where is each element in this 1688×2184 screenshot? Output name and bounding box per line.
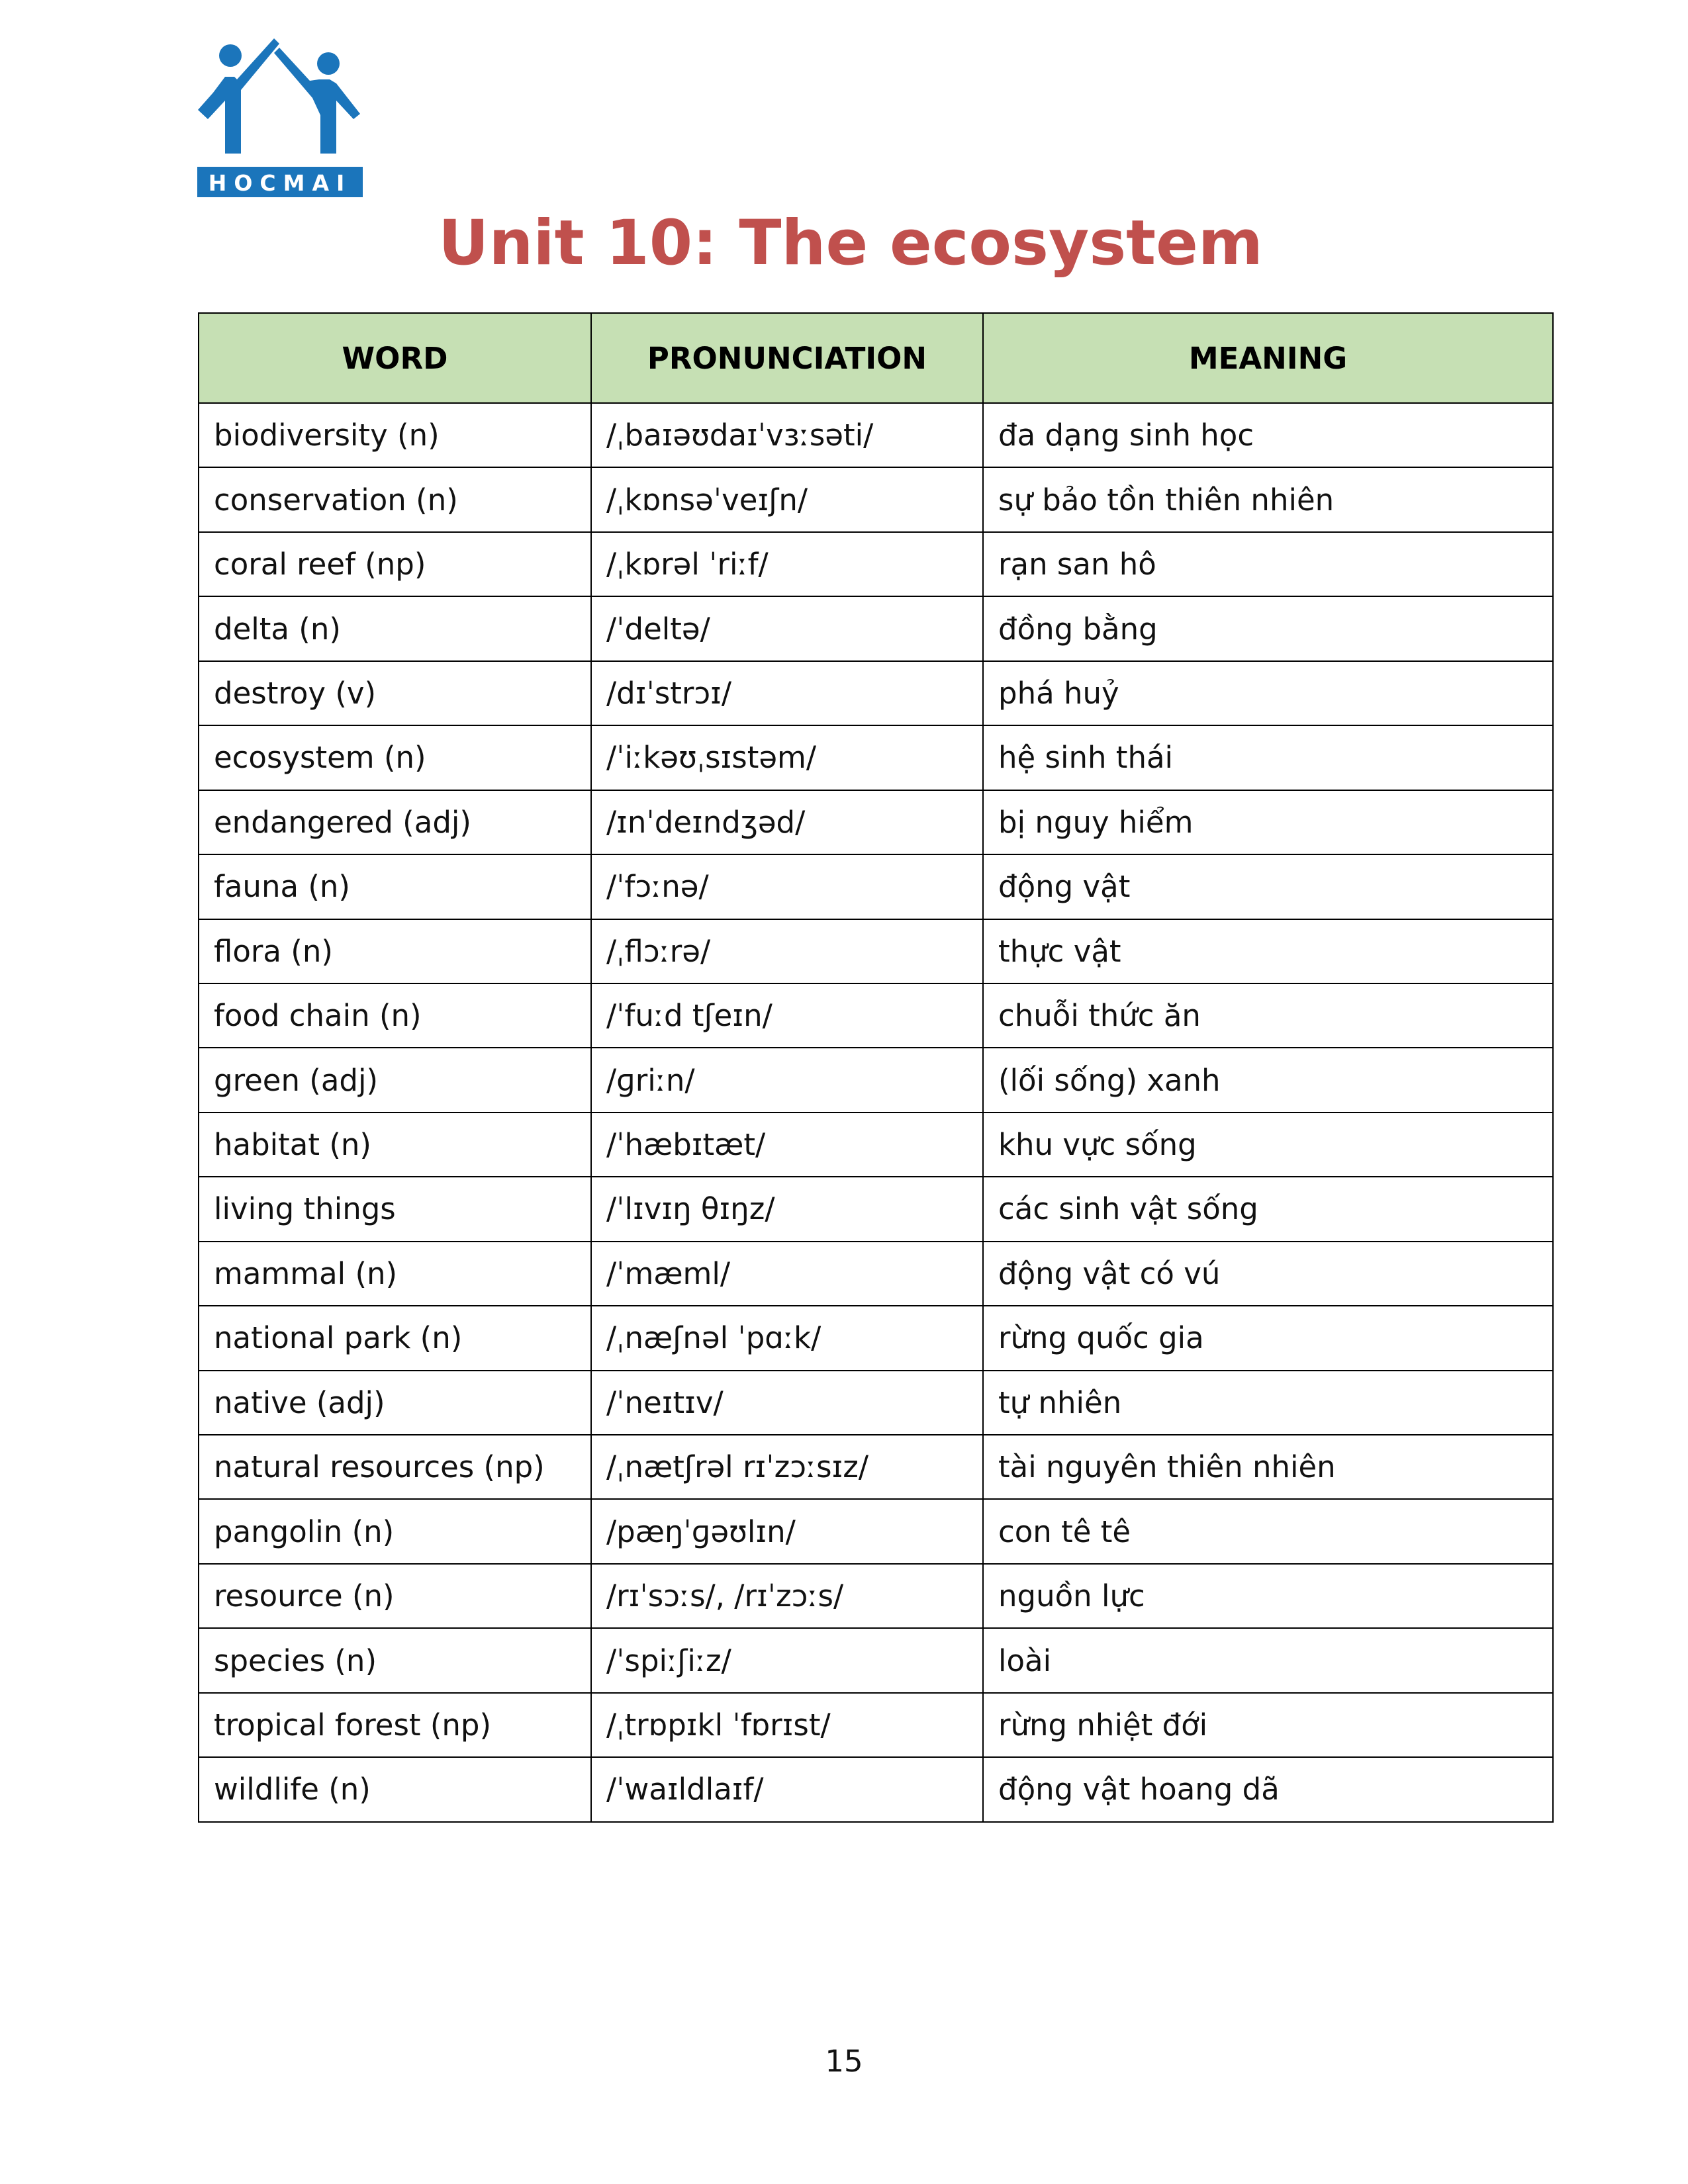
meaning-cell: loài (983, 1628, 1553, 1692)
meaning-cell: động vật (983, 854, 1553, 919)
table-row (199, 919, 1553, 983)
pronunciation-cell: /dɪˈstrɔɪ/ (591, 661, 983, 725)
pronunciation-cell: /ɪnˈdeɪndʒəd/ (591, 790, 983, 854)
pronunciation-cell: /ˈneɪtɪv/ (591, 1371, 983, 1435)
meaning-cell: tài nguyên thiên nhiên (983, 1435, 1553, 1499)
svg-text:HOCMAI: HOCMAI (208, 170, 352, 196)
table-row (199, 1242, 1553, 1306)
word-cell: endangered (adj) (199, 790, 591, 854)
pronunciation-cell: /ˌnæʃnəl ˈpɑːk/ (591, 1306, 983, 1370)
word-cell: coral reef (np) (199, 532, 591, 596)
meaning-cell: các sinh vật sống (983, 1177, 1553, 1241)
meaning-cell: động vật có vú (983, 1242, 1553, 1306)
meaning-cell: hệ sinh thái (983, 725, 1553, 790)
meaning-cell: rừng nhiệt đới (983, 1693, 1553, 1757)
word-cell: natural resources (np) (199, 1435, 591, 1499)
meaning-cell: nguồn lực (983, 1564, 1553, 1628)
meaning-cell: con tê tê (983, 1499, 1553, 1563)
pronunciation-cell: /ˈmæml/ (591, 1242, 983, 1306)
table-row (199, 1048, 1553, 1112)
word-cell: mammal (n) (199, 1242, 591, 1306)
word-cell: flora (n) (199, 919, 591, 983)
pronunciation-cell: /ˈiːkəʊˌsɪstəm/ (591, 725, 983, 790)
pronunciation-cell: /pæŋˈɡəʊlɪn/ (591, 1499, 983, 1563)
pronunciation-cell: /ˌkɒrəl ˈriːf/ (591, 532, 983, 596)
table-row (199, 983, 1553, 1048)
table-row (199, 1693, 1553, 1757)
pronunciation-cell: /rɪˈsɔːs/, /rɪˈzɔːs/ (591, 1564, 983, 1628)
table-row (199, 854, 1553, 919)
word-cell: ecosystem (n) (199, 725, 591, 790)
word-cell: resource (n) (199, 1564, 591, 1628)
pronunciation-cell: /ˈfɔːnə/ (591, 854, 983, 919)
vocabulary-table (198, 312, 1554, 1823)
meaning-cell: đa dạng sinh học (983, 403, 1553, 467)
meaning-cell: sự bảo tồn thiên nhiên (983, 467, 1553, 531)
hocmai-logo (196, 37, 363, 200)
word-cell: national park (n) (199, 1306, 591, 1370)
word-cell: species (n) (199, 1628, 591, 1692)
table-row (199, 1564, 1553, 1628)
pronunciation-cell: /ˈspiːʃiːz/ (591, 1628, 983, 1692)
header-word: WORD (199, 313, 591, 403)
meaning-cell: bị nguy hiểm (983, 790, 1553, 854)
table-row (199, 1177, 1553, 1241)
table-row (199, 1757, 1553, 1821)
pronunciation-cell: /ˌflɔːrə/ (591, 919, 983, 983)
meaning-cell: chuỗi thức ăn (983, 983, 1553, 1048)
word-cell: destroy (v) (199, 661, 591, 725)
table-row (199, 1435, 1553, 1499)
table-row (199, 403, 1553, 467)
meaning-cell: rừng quốc gia (983, 1306, 1553, 1370)
table-row (199, 1113, 1553, 1177)
pronunciation-cell: /ˌtrɒpɪkl ˈfɒrɪst/ (591, 1693, 983, 1757)
word-cell: living things (199, 1177, 591, 1241)
pronunciation-cell: /ˌbaɪəʊdaɪˈvɜːsəti/ (591, 403, 983, 467)
word-cell: native (adj) (199, 1371, 591, 1435)
table-row (199, 1306, 1553, 1370)
meaning-cell: thực vật (983, 919, 1553, 983)
pronunciation-cell: /ˈdeltə/ (591, 596, 983, 660)
word-cell: food chain (n) (199, 983, 591, 1048)
page-number: 15 (825, 2044, 863, 2079)
pronunciation-cell: /ˈfuːd tʃeɪn/ (591, 983, 983, 1048)
table-header-row (199, 313, 1553, 403)
pronunciation-cell: /ˈlɪvɪŋ θɪŋz/ (591, 1177, 983, 1241)
pronunciation-cell: /ˌnætʃrəl rɪˈzɔːsɪz/ (591, 1435, 983, 1499)
table-row (199, 661, 1553, 725)
word-cell: delta (n) (199, 596, 591, 660)
word-cell: habitat (n) (199, 1113, 591, 1177)
word-cell: wildlife (n) (199, 1757, 591, 1821)
table-row (199, 1371, 1553, 1435)
table-row (199, 725, 1553, 790)
table-row (199, 1628, 1553, 1692)
table-row (199, 596, 1553, 660)
pronunciation-cell: /ˌkɒnsəˈveɪʃn/ (591, 467, 983, 531)
word-cell: tropical forest (np) (199, 1693, 591, 1757)
word-cell: biodiversity (n) (199, 403, 591, 467)
word-cell: pangolin (n) (199, 1499, 591, 1563)
header-pronunciation: PRONUNCIATION (591, 313, 983, 403)
meaning-cell: tự nhiên (983, 1371, 1553, 1435)
meaning-cell: phá huỷ (983, 661, 1553, 725)
meaning-cell: đồng bằng (983, 596, 1553, 660)
meaning-cell: khu vực sống (983, 1113, 1553, 1177)
meaning-cell: (lối sống) xanh (983, 1048, 1553, 1112)
meaning-cell: động vật hoang dã (983, 1757, 1553, 1821)
pronunciation-cell: /ˈhæbɪtæt/ (591, 1113, 983, 1177)
meaning-cell: rạn san hô (983, 532, 1553, 596)
pronunciation-cell: /ɡriːn/ (591, 1048, 983, 1112)
table-row (199, 532, 1553, 596)
word-cell: green (adj) (199, 1048, 591, 1112)
word-cell: fauna (n) (199, 854, 591, 919)
table-row (199, 790, 1553, 854)
page-title: Unit 10: The ecosystem (438, 207, 1263, 279)
pronunciation-cell: /ˈwaɪldlaɪf/ (591, 1757, 983, 1821)
word-cell: conservation (n) (199, 467, 591, 531)
table-row (199, 1499, 1553, 1563)
table-row (199, 467, 1553, 531)
header-meaning: MEANING (983, 313, 1553, 403)
